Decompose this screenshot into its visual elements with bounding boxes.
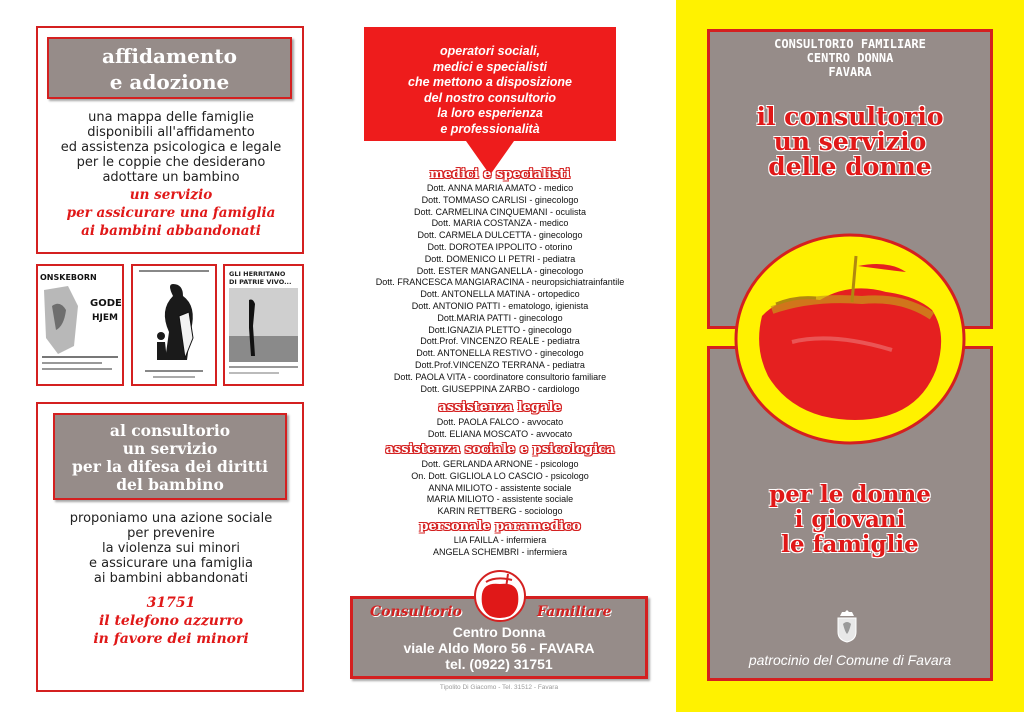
- staff-member: ANGELA SCHEMBRI - infermiera: [432, 546, 568, 557]
- cover-headline-line: il consultorio: [756, 102, 944, 131]
- staff-member: Dott. DOMENICO LI PETRI - pediatra: [424, 253, 576, 264]
- poster-1-line3: HJEM: [92, 313, 118, 323]
- printer-credit: Tipolito Di Giacomo - Tel. 31512 - Favara: [439, 684, 559, 691]
- poster-3-line1: GLI HERRITANO: [229, 270, 286, 278]
- cover-header-line: CONSULTORIO FAMILIARE: [774, 37, 926, 51]
- staff-member: Dott. ANTONIO PATTI - ematologo, igienista: [411, 301, 589, 311]
- adoption-body-line: per le coppie che desiderano: [76, 155, 266, 170]
- rights-title-line: un servizio: [122, 439, 218, 458]
- rights-highlight-line: il telefono azzurro: [98, 613, 244, 629]
- adoption-highlight-line: un servizio: [129, 187, 213, 203]
- rights-title-line: del bambino: [116, 475, 224, 494]
- staff-section-heading: personale paramedico: [419, 519, 581, 534]
- rights-title-line: per la difesa dei diritti: [72, 457, 268, 476]
- adoption-body-line: adottare un bambino: [102, 170, 240, 185]
- cover-patron: patrocinio del Comune di Favara: [748, 652, 952, 668]
- staff-section-heading: medici e specialisti: [429, 167, 571, 182]
- staff-member: Dott. MARIA COSTANZA - medico: [431, 218, 569, 229]
- rights-body: [40, 511, 302, 586]
- staff-member: Dott. CARMELINA CINQUEMANI - oculista: [413, 206, 587, 217]
- rights-body-line: per prevenire: [127, 526, 215, 541]
- staff-member: Dott.Prof. VINCENZO REALE - pediatra: [420, 336, 580, 347]
- cover-tagline-line: i giovani: [794, 506, 906, 533]
- coat-of-arms-icon: [836, 610, 858, 644]
- staff-member: ANNA MILIOTO - assistente sociale: [428, 482, 572, 493]
- poster-1-line2: GODE: [90, 298, 122, 309]
- adoption-body-line: disponibili all'affidamento: [87, 125, 255, 140]
- cover-tagline: [710, 482, 990, 557]
- adoption-highlight-line: ai bambini abbandonati: [81, 223, 261, 239]
- staff-member: LIA FAILLA - infermiera: [453, 535, 547, 545]
- adoption-title-line1: affidamento: [102, 44, 237, 68]
- poster-2: [131, 264, 217, 386]
- staff-member: Dott. FRANCESCA MANGIARACINA - neuropsichiatrainfantile: [375, 277, 625, 288]
- cover-tagline-line: per le donne: [769, 481, 931, 508]
- poster-3-art: [225, 266, 302, 384]
- rights-highlight-line: in favore dei minori: [93, 631, 249, 647]
- staff-member: Dott. PAOLA VITA - coordinatore consultorio familiare: [393, 371, 607, 382]
- banner-line: operatori sociali,: [439, 44, 541, 58]
- rights-title-line: al consultorio: [109, 421, 231, 440]
- staff-member: Dott. ANTONELLA RESTIVO - ginecologo: [416, 348, 584, 359]
- cover-header: [710, 37, 990, 79]
- staff-member: Dott. GERLANDA ARNONE - psicologo: [421, 459, 579, 469]
- banner-line: e professionalità: [440, 121, 540, 136]
- contact-word2: Familiare: [537, 604, 612, 620]
- contact-line2: viale Aldo Moro 56 - FAVARA: [403, 640, 595, 656]
- banner-line: che mettono a disposizione: [408, 75, 572, 89]
- banner-line: del nostro consultorio: [424, 90, 556, 105]
- adoption-title-box: [47, 37, 292, 99]
- poster-2-art: [133, 266, 215, 384]
- cover-headline-line: delle donne: [768, 152, 932, 181]
- contact-line3: tel. (0922) 31751: [445, 656, 553, 672]
- cover-header-line: CENTRO DONNA: [806, 51, 894, 65]
- adoption-body: [40, 110, 302, 185]
- staff-member: Dott. ELIANA MOSCATO - avvocato: [427, 428, 573, 439]
- banner-line: medici e specialisti: [433, 59, 547, 74]
- adoption-body-line: ed assistenza psicologica e legale: [60, 140, 282, 155]
- poster-1-line1: ONSKEBORN: [40, 273, 97, 282]
- staff-member: Dott. ESTER MANGANELLA - ginecologo: [416, 265, 584, 276]
- rights-body-line: proponiamo una azione sociale: [69, 511, 273, 526]
- adoption-highlight: [40, 186, 302, 240]
- rights-body-line: ai bambini abbandonati: [93, 571, 249, 586]
- staff-member: Dott.IGNAZIA PLETTO - ginecologo: [428, 324, 572, 335]
- staff-member: KARIN RETTBERG - sociologo: [437, 506, 563, 517]
- staff-section-heading: assistenza sociale e psicologica: [385, 442, 615, 457]
- rights-body-line: la violenza sui minori: [102, 541, 240, 556]
- rights-title-box: [53, 413, 287, 500]
- rights-highlight: [40, 594, 302, 648]
- staff-member: Dott. TOMMASO CARLISI - ginecologo: [421, 194, 579, 205]
- apple-logo-icon: [468, 566, 532, 622]
- cover-header-line: FAVARA: [828, 65, 872, 79]
- staff-member: Dott. CARMELA DULCETTA - ginecologo: [417, 230, 583, 241]
- cover-tagline-line: le famiglie: [781, 531, 919, 558]
- banner-line: la loro esperienza: [437, 106, 543, 120]
- staff-member: MARIA MILIOTO - assistente sociale: [426, 494, 574, 505]
- staff-member: Dott.Prof.VINCENZO TERRANA - pediatra: [415, 360, 585, 370]
- staff-member: Dott. ANTONELLA MATINA - ortopedico: [420, 289, 580, 300]
- cover-headline: [710, 104, 990, 179]
- rights-title: [55, 422, 285, 494]
- staff-member: Dott. DOROTEA IPPOLITO - otorino: [427, 242, 573, 252]
- poster-3-line2: DI PATRIE VIVO...: [229, 278, 292, 286]
- adoption-title-line2: e adozione: [109, 70, 230, 94]
- staff-member: Dott. ANNA MARIA AMATO - medico: [426, 183, 574, 193]
- cover-headline-line: un servizio: [773, 127, 927, 156]
- poster-1: [36, 264, 124, 386]
- rights-phone: 31751: [146, 595, 196, 611]
- staff-member: Dott. GIUSEPPINA ZARBO - cardiologo: [420, 383, 580, 394]
- staff-member: Dott. PAOLA FALCO - avvocato: [436, 417, 564, 427]
- contact-line1: Centro Donna: [452, 624, 546, 640]
- adoption-highlight-line: per assicurare una famiglia: [66, 205, 276, 221]
- banner-text: [364, 44, 616, 137]
- staff-member: On. Dott. GIGLIOLA LO CASCIO - psicologo: [411, 470, 589, 481]
- apple-illustration: [732, 232, 968, 446]
- staff-member: Dott.MARIA PATTI - ginecologo: [437, 312, 563, 323]
- staff-section-heading: assistenza legale: [438, 400, 562, 415]
- rights-body-line: e assicurare una famiglia: [89, 556, 253, 571]
- contact-word1: Consultorio: [370, 604, 462, 620]
- poster-3: [223, 264, 304, 386]
- poster-1-art: [38, 266, 122, 384]
- adoption-body-line: una mappa delle famiglie: [88, 110, 254, 125]
